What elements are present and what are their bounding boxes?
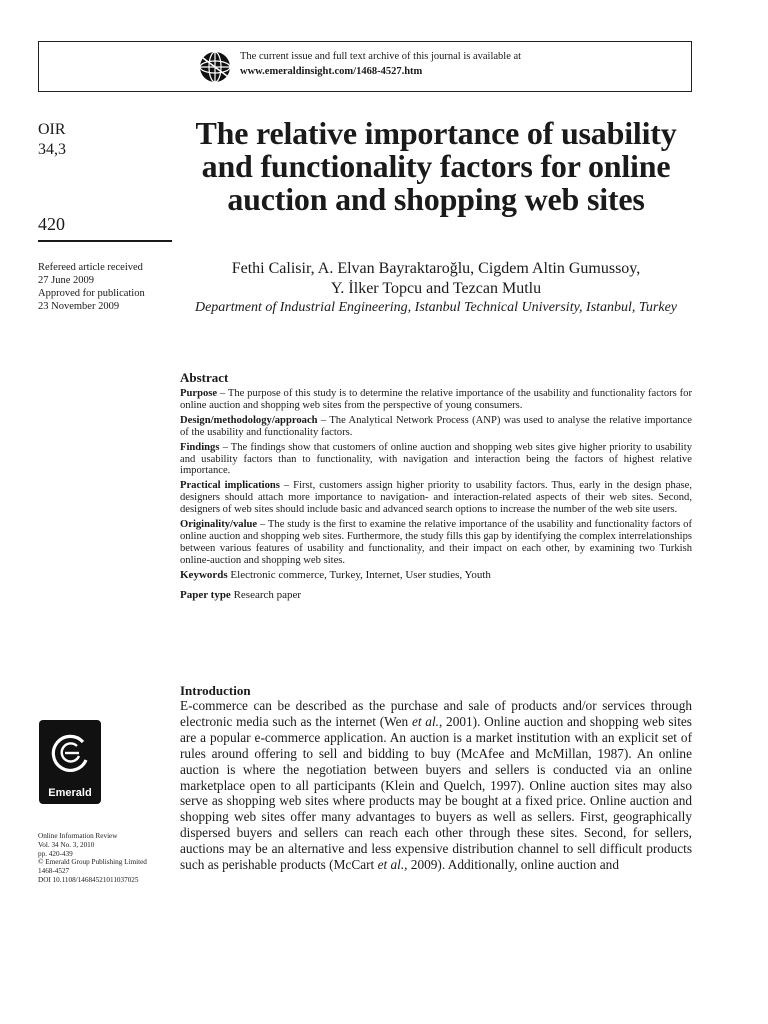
publication-info <box>38 832 178 885</box>
section-label: Practical implications <box>180 480 280 492</box>
section-text: – The purpose of this study is to determine the relative importance of the usability and functionality factors for online auction and shopping web sites from the perspective of young consumers. <box>180 388 692 411</box>
authors-line: Fethi Calisir, A. Elvan Bayraktaroğlu, Cigdem Altin Gumussoy, <box>231 260 641 277</box>
pubinfo-line: 1468-4527 <box>38 867 70 876</box>
abstract-findings <box>180 442 692 478</box>
section-text: – The Analytical Network Process (ANP) was used to analyse the relative importance of the usability and functionality factors. <box>180 414 692 438</box>
pubinfo-line: DOI 10.1108/14684521011037025 <box>38 875 139 884</box>
paper-type-text: Research paper <box>230 588 302 601</box>
intro-text: , 2001). Online auction and shopping web sites are a popular e-commerce application. An auction is a market institution with an explicit set of rules around offering to sell and bidding to buy (McAfee and McMillan, 1987). An online auction is where the negotiation between buyers and sellers is conducted via an online marketplace open to all participants (Klein and Quelch, 1997). Online auction sites may also serve as shopping web sites where products may be bought at a fixed price. Online auction and shopping web sites offer many advantages to buyers as well as sellers. First, geographically dispersed buyers and sellers can reach each other through these sites. Second, for sellers, auctions may be an alternative and less expensive distribution channel to sell difficult products such as perishable products (McCart <box>180 713 692 873</box>
section-text: – The findings show that customers of online auction and shopping web sites give higher priority to usability and usability factors than to functionality, with navigation and interaction being the factors of highest relative importance. <box>180 441 692 477</box>
section-label: Originality/value <box>180 519 258 531</box>
abstract-originality <box>180 519 692 567</box>
page-number-rule <box>38 240 172 242</box>
paper-type-label: Paper type <box>180 588 231 601</box>
archive-url-link[interactable]: www.emeraldinsight.com/1468-4527.htm <box>240 66 423 77</box>
received-line: 23 November 2009 <box>38 301 120 312</box>
abstract-design <box>180 415 692 439</box>
author-affiliation: Department of Industrial Engineering, Istanbul Technical University, Istanbul, Turkey <box>194 300 678 315</box>
keywords-text: Electronic commerce, Turkey, Internet, User studies, Youth <box>227 568 491 581</box>
authors-line: Y. İlker Topcu and Tezcan Mutlu <box>330 280 542 297</box>
received-dates <box>38 261 178 313</box>
intro-text: E-commerce can be described as the purchase and sale of products and/or services through electronic media such as the internet (Wen <box>180 698 692 729</box>
pubinfo-line: Online Information Review <box>38 832 118 840</box>
section-label: Findings <box>180 441 220 453</box>
logo-wordmark: Emerald <box>48 787 92 799</box>
abstract-heading: Abstract <box>180 370 229 385</box>
introduction-paragraph <box>180 698 692 873</box>
pubinfo-line: © Emerald Group Publishing Limited <box>38 858 147 867</box>
emerald-logo-icon <box>39 720 101 804</box>
keywords-label: Keywords <box>180 568 228 581</box>
section-text: – The study is the first to examine the relative importance of the usability and functionality factors of online auction and shopping web sites. Furthermore, the study fills this gap by identifying the complex interrelationships between various features of usability and functionality, and their impact on each other, by examining two Turkish online-auction and shopping web sites. <box>180 519 692 566</box>
archive-notice: The current issue and full text archive of this journal is available at <box>240 51 522 62</box>
received-line: 27 June 2009 <box>38 275 94 286</box>
received-line: Refereed article received <box>38 262 143 273</box>
keywords <box>180 570 692 582</box>
pubinfo-line: pp. 420-439 <box>38 849 73 858</box>
pubinfo-line: Vol. 34 No. 3, 2010 <box>38 840 95 849</box>
intro-italic: et al. <box>377 857 405 873</box>
abstract <box>180 370 692 602</box>
journal-volume <box>38 120 66 160</box>
section-text: – First, customers assign higher priority to usability factors. Thus, early in the design phase, designers should attach more importance to navigation- and interaction-related aspects of their web sites. Second, designers of web sites should include basic and advanced search options to increase the number of the web site users. <box>180 480 692 516</box>
volume-issue: 34,3 <box>38 141 66 158</box>
section-label: Purpose <box>180 388 218 399</box>
paper-type <box>180 590 692 602</box>
intro-italic: et al. <box>411 713 439 729</box>
abstract-practical <box>180 480 692 516</box>
received-line: Approved for publication <box>38 288 145 299</box>
author-list <box>176 259 696 299</box>
section-label: Design/methodology/approach <box>180 414 318 426</box>
page-number: 420 <box>38 214 65 234</box>
intro-text: , 2009). Additionally, online auction and <box>404 857 619 873</box>
globe-icon <box>199 51 231 83</box>
journal-abbreviation: OIR <box>38 121 66 138</box>
introduction-heading: Introduction <box>180 683 251 698</box>
article-title: The relative importance of usability and functionality factors for online auction and shopping web sites <box>195 115 677 217</box>
abstract-purpose <box>180 388 692 412</box>
